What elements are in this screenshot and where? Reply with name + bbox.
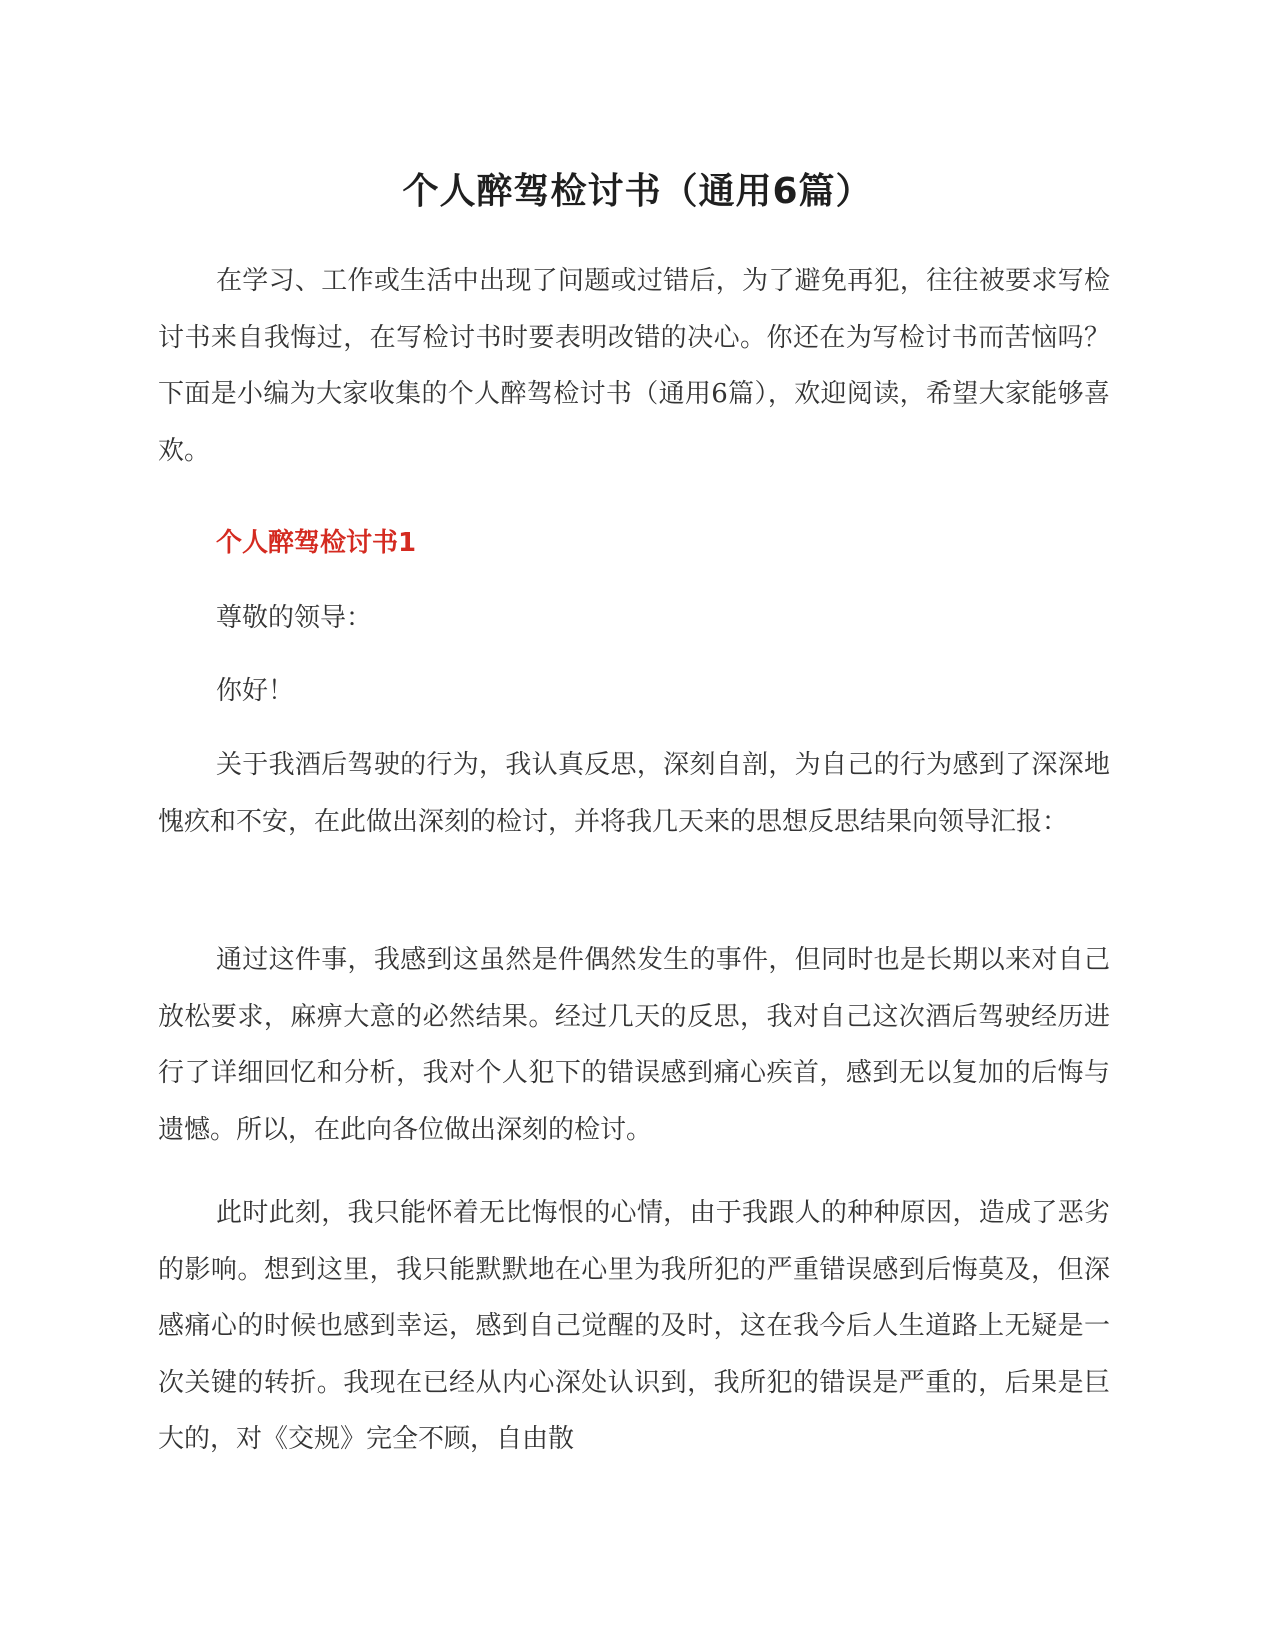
salutation: 尊敬的领导： bbox=[216, 603, 373, 633]
intro-paragraph: 在学习、工作或生活中出现了问题或过错后，为了避免再犯，往往被要求写检讨书来自我悔过，在写检讨书时要表明改错的决心。你还在为写检讨书而苦恼吗？下面是小编为大家收集的个人醉驾检讨书（通用6篇），欢迎阅读，希望大家能够喜欢。 bbox=[158, 266, 1110, 466]
section-heading: 个人醉驾检讨书1 bbox=[216, 528, 417, 558]
body-paragraph: 通过这件事，我感到这虽然是件偶然发生的事件，但同时也是长期以来对自己放松要求，麻痹大意的必然结果。经过几天的反思，我对自己这次酒后驾驶经历进行了详细回忆和分析，我对个人犯下的错误感到痛心疾首，感到无以复加的后悔与遗憾。所以，在此向各位做出深刻的检讨。 bbox=[158, 945, 1110, 1145]
document-title: 个人醉驾检讨书（通用6篇） bbox=[402, 171, 873, 212]
body-paragraph: 关于我酒后驾驶的行为，我认真反思，深刻自剖，为自己的行为感到了深深地愧疚和不安，在此做出深刻的检讨，并将我几天来的思想反思结果向领导汇报： bbox=[158, 750, 1110, 837]
greeting: 你好！ bbox=[216, 676, 295, 706]
body-paragraph: 此时此刻，我只能怀着无比悔恨的心情，由于我跟人的种种原因，造成了恶劣的影响。想到这里，我只能默默地在心里为我所犯的严重错误感到后悔莫及，但深感痛心的时候也感到幸运，感到自己觉醒的及时，这在我今后人生道路上无疑是一次关键的转折。我现在已经从内心深处认识到，我所犯的错误是严重的，后果是巨大的，对《交规》完全不顾，自由散 bbox=[158, 1198, 1110, 1454]
